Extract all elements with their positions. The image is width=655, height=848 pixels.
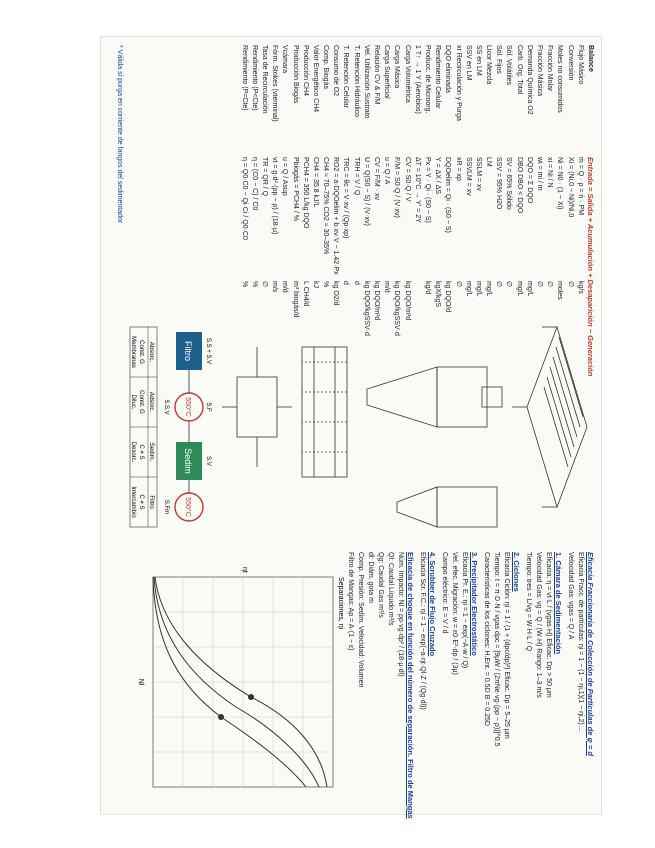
unit-row: m/d bbox=[281, 281, 289, 293]
formula-row: TRH = V / Q bbox=[352, 157, 360, 196]
chart-xlabel: Nl bbox=[137, 678, 144, 686]
table-cell: Diluc. bbox=[130, 394, 136, 410]
label-row: Carga Superficial bbox=[383, 45, 391, 99]
formula-labels bbox=[238, 45, 595, 153]
label-row: Consumo de O2 bbox=[332, 45, 340, 96]
note-row: Eficacia Ciclón: ηi = 1 / (1 + (dpc/dp)²) Eficac. Dp = 5–25 μm bbox=[503, 552, 510, 739]
label-row: Carga Másica bbox=[393, 45, 401, 89]
table-cell: C ≠ S bbox=[138, 494, 144, 510]
unit-row: ∅ bbox=[495, 281, 503, 288]
note-row: Campo eléctrico: E = V / d bbox=[441, 552, 448, 634]
formula-row: CH4 = 35.8 kJ/L bbox=[311, 157, 319, 208]
formula-row: CH4 ≈ 70–75% CO2 ≈ 30–35% bbox=[322, 157, 330, 255]
label-row: Comp. Biogás bbox=[322, 45, 330, 89]
unit-row: kg O2/d bbox=[332, 281, 340, 306]
formula-row: PCH4 = 350 L/kg DQO bbox=[301, 157, 309, 229]
table-header: Filtro bbox=[148, 495, 154, 509]
label-row: Producción CH4 bbox=[301, 45, 309, 96]
section-heading: 4. Scrubber de Flujo Cruzado bbox=[428, 552, 437, 657]
unit-row: mg/L bbox=[464, 281, 472, 297]
unit-row: d bbox=[342, 281, 350, 285]
unit-row: L CH4/d bbox=[301, 281, 309, 307]
section-heading: 3. Precipitador Electrostático bbox=[470, 552, 479, 656]
unit-row: moles bbox=[556, 281, 564, 300]
table-header: Adsorc. bbox=[148, 391, 154, 413]
note-row: dl: Diám. gota m bbox=[367, 552, 374, 603]
formula-row: η = Q0·C0 − Qi·Ci / Q0·C0 bbox=[240, 157, 248, 240]
equipment-diagrams bbox=[127, 307, 597, 547]
chart-ylabel: ηt bbox=[241, 567, 248, 573]
formula-row: CV = F/M · xv bbox=[373, 157, 381, 200]
unit-row: kgX/kgS bbox=[434, 281, 442, 308]
balance-header: Entrada = Salida + Acumulación + Desaparición − Generación bbox=[586, 157, 595, 377]
formula-row: Px = Y · Qi · (S0 − S) bbox=[424, 157, 431, 223]
formula-row: Pbiogás = PCH4 / % bbox=[291, 157, 299, 222]
note-row: Tiempo: t = π·D·N / vgas dpc = [9μW / (2πNe·vg·(ρp − ρ))]^0.5 bbox=[493, 552, 500, 747]
unit-row: d bbox=[352, 281, 360, 285]
formula-row: vt = g·d²·(ρp − ρ) / (18·μ) bbox=[271, 157, 279, 235]
unit-row: kg DQO/m³d bbox=[403, 281, 411, 321]
sedim-label: Sedim bbox=[183, 448, 193, 474]
formula-row: F/M = S0·Q / (V·xv) bbox=[393, 157, 401, 218]
note-row: Qg: Caudal Gas m³/s bbox=[377, 552, 384, 618]
chart-title: Separaciones, ηi bbox=[337, 577, 344, 630]
table-cell: Membranas bbox=[130, 336, 136, 368]
formula-row: ṁ = Q · ρ = ṅ · PM bbox=[576, 157, 584, 216]
formula-row: LM bbox=[485, 157, 493, 167]
label-row: SS en LM bbox=[474, 45, 482, 76]
electrostatic-precipitator-drawing bbox=[302, 347, 347, 477]
unit-row bbox=[412, 281, 422, 301]
note-row: Eficacia Pr. E.: ηi = 1 − exp(−A·w / Q) bbox=[461, 552, 468, 669]
label-row: T. Retención Celular bbox=[342, 45, 350, 109]
formula-row: xR = xp bbox=[454, 157, 462, 181]
unit-row: kJ bbox=[311, 281, 319, 288]
scrubber-drawing bbox=[222, 347, 292, 467]
efficiency-title: Eficacia Fraccionaria de Colección de Partículas de φ = d bbox=[586, 552, 595, 756]
table-cell: C ≠ S bbox=[138, 444, 144, 460]
formula-row: SSV = 95% H2O bbox=[495, 157, 503, 210]
flow-label-sf: S.F bbox=[205, 402, 211, 412]
efficiency-chart bbox=[111, 557, 351, 807]
chart-point bbox=[218, 714, 224, 720]
label-row: SSV en LM bbox=[464, 45, 472, 81]
note-row: Eficacia Fracc. de partículas: ηi = 1 − (1 − ηi,1)(1 − ηi,2)… bbox=[577, 552, 584, 732]
formula-row: Y = ΔX / ΔS bbox=[434, 157, 442, 195]
unit-row: ∅ bbox=[261, 281, 268, 288]
unit-row: mg/L bbox=[474, 281, 482, 297]
formula-row: ΔT = 10°C → Y' = 2Y bbox=[413, 157, 421, 223]
formula-row: SSVLM = xv bbox=[464, 157, 472, 196]
label-row: Fracción Molar bbox=[546, 45, 554, 92]
flow-label-sv: S.V bbox=[205, 456, 211, 466]
table-header: Sedim. bbox=[148, 442, 154, 462]
label-row: Fórm. Stokes (vterminal) bbox=[271, 45, 279, 122]
label-row: Sól. Volátiles bbox=[505, 45, 513, 86]
label-row: Valor Energético CH4 bbox=[311, 45, 319, 113]
unit-row: % bbox=[250, 281, 258, 288]
collection-efficiency-notes bbox=[345, 552, 595, 819]
note-row: Velocidad Gas: vgas = Q / A bbox=[567, 552, 574, 640]
note-row: Núm. Impacto: Nl = ρp·vg·dp² / (18·μ·dl) bbox=[397, 552, 404, 677]
label-row: Producc. de Microorg. bbox=[424, 45, 431, 114]
chart-point bbox=[248, 694, 254, 700]
unit-row: kg DQO/m³d bbox=[373, 281, 381, 321]
note-row: Ql: Caudal Líquido m³/s bbox=[387, 552, 394, 626]
label-row: Fracción Másica bbox=[536, 45, 544, 96]
formula-row: DBO DBO < DQO bbox=[515, 157, 523, 214]
label-row: Rendimiento Celular bbox=[434, 45, 442, 109]
label-row: Flujo Másico bbox=[576, 45, 584, 85]
rotated-page-content bbox=[101, 37, 601, 819]
unit-row: ∅ bbox=[454, 281, 462, 288]
unit-row: m/d bbox=[383, 281, 391, 293]
label-row: Rendimiento (P<Cte) bbox=[250, 45, 258, 111]
furnace-b-temp: 550°C bbox=[184, 497, 191, 517]
note-row: Tiempo: tres = L/vg = W·H·L / Q bbox=[525, 552, 532, 652]
section-heading: Eficacia de choque en función del número de separación. Filtro de Mangas bbox=[406, 552, 415, 819]
cyclone-drawing bbox=[367, 367, 502, 527]
section-heading: 2. Ciclones bbox=[512, 552, 521, 592]
note-row: Características de los ciclones: H.Ent. = 0.5D B = 0.25D bbox=[483, 552, 490, 726]
unit-row: mg/L bbox=[515, 281, 523, 297]
unit-row: ∅ bbox=[566, 281, 574, 288]
filtro-label: Filtro bbox=[183, 341, 193, 361]
table-cell: Const. G bbox=[138, 390, 144, 414]
unit-row: m/s bbox=[271, 281, 279, 293]
scanned-page bbox=[100, 36, 602, 819]
unit-row: % bbox=[240, 281, 248, 288]
unit-row: kg DQO/kgSSV·d bbox=[393, 281, 401, 336]
separation-table bbox=[130, 327, 157, 527]
formula-row: DQOelim = Qi · (S0 − S) bbox=[444, 157, 452, 233]
label-row: Vcámara bbox=[281, 45, 289, 74]
flow-label-ss: S.S + S.V bbox=[205, 337, 211, 365]
solids-flow-diagram bbox=[163, 332, 211, 521]
unit-row: kg DQO/kgSSV·d bbox=[362, 281, 370, 336]
note-row: Vel. efec. Migración: w = ε0·E²·dp / (3μ) bbox=[451, 552, 458, 675]
label-row: xr Recirculación y Purga bbox=[454, 45, 462, 121]
formula-row: TRC = θc = V·xv / (Qp·xp) bbox=[342, 157, 350, 239]
label-row: Carb. Org. Total bbox=[515, 45, 523, 95]
label-row: Moles no consumidos bbox=[556, 45, 564, 113]
note-row: Comp. Presión: Sedim. Velocidad: Volumen bbox=[357, 552, 364, 688]
formula-row: DQO = Σ DQO bbox=[525, 157, 533, 204]
formula-row: η = (C0 − C) / C0 bbox=[250, 157, 258, 211]
note-row: Filtro de Mangas: Ap = A·(1 − ε) bbox=[347, 552, 354, 651]
label-row: Rendimiento (P=Cte) bbox=[240, 45, 248, 111]
table-cell: Intercambio bbox=[130, 486, 136, 518]
note-row: Velocidad Gas: vg = Q / (W·H) Rango: 1–3 m/s bbox=[535, 552, 542, 698]
label-row: Balance bbox=[587, 45, 594, 72]
label-row: Tasa de Recirculación bbox=[261, 45, 268, 114]
chart-grid bbox=[153, 577, 333, 787]
formula-row: U = Q(S0 − S) / (V·xv) bbox=[362, 157, 370, 226]
table-header: Absorc. bbox=[148, 341, 154, 363]
flow-label-sfm: S.Fm bbox=[163, 499, 169, 515]
formula-row: Ni = N0 · (1 − Xi) bbox=[556, 157, 564, 210]
section-heading: 1. Cámara de Sedimentación bbox=[554, 552, 563, 655]
flow-label-ssv: S.S.V bbox=[163, 399, 169, 415]
label-row: Sól. Fijos bbox=[495, 45, 503, 74]
label-row: 1 T↑ → 1 Y (Aerobios) bbox=[413, 45, 421, 114]
formula-row: TR = QR / Q bbox=[261, 157, 268, 197]
label-row: Vel. Utilización Sustrato bbox=[362, 45, 370, 119]
unit-row: m³ biogás/d bbox=[291, 281, 299, 318]
formula-row: Xi = (Ni,0 − Ni)/Ni,0 bbox=[566, 157, 574, 218]
unit-row: kg/d bbox=[424, 281, 431, 295]
label-row: Demanda Química O2 bbox=[525, 45, 533, 115]
formula-row: wi = mi / m bbox=[536, 157, 544, 191]
formula-row: CV = S0·Q / V bbox=[403, 157, 411, 202]
table-cell: Desorc. bbox=[130, 441, 136, 463]
footnote: * Válida si purga en corriente de fangos del sedimentador bbox=[116, 45, 123, 224]
formula-row: RO2 = a·DQOelim + b·xv·V − 1.42·Px bbox=[332, 157, 340, 275]
unit-row bbox=[585, 281, 595, 301]
formula-row: SSLM = xv bbox=[474, 157, 482, 192]
label-row: Producción Biogás bbox=[291, 45, 299, 104]
label-row: Relación CV & F/M bbox=[373, 45, 381, 105]
unit-row: % bbox=[322, 281, 330, 288]
label-row: DQO eliminada bbox=[444, 45, 452, 93]
settling-chamber-drawing bbox=[512, 327, 587, 507]
table-cell: Const. G bbox=[138, 340, 144, 364]
label-row: Conversión bbox=[566, 45, 574, 81]
unit-row: ∅ bbox=[536, 281, 544, 288]
unit-row: kg DQO/d bbox=[444, 281, 452, 313]
label-row: Carga Volumétrica bbox=[403, 45, 411, 103]
unit-row: mg/L bbox=[525, 281, 533, 297]
label-row: T. Retención Hidráulico bbox=[352, 45, 360, 117]
formula-row: SV = 65% Sólido bbox=[505, 157, 513, 210]
formula-units bbox=[238, 281, 595, 336]
unit-row: ∅ bbox=[505, 281, 513, 288]
note-row: Eficacia: η = vt·L / (vgas·H) Eficac. Dp > 50 μm bbox=[545, 552, 552, 698]
formula-row: xi = Ni / N bbox=[546, 157, 554, 188]
formula-row: u = Q / A bbox=[383, 157, 391, 185]
formula-row: u = Q / Asup bbox=[281, 157, 289, 196]
unit-row: mg/L bbox=[485, 281, 493, 297]
label-row: Licor Mezcla bbox=[485, 45, 493, 85]
furnace-a-temp: 550°C bbox=[184, 397, 191, 417]
unit-row: kg/s bbox=[576, 281, 584, 294]
note-row: Eficacia Scr. F.C.: ηi = 1 − exp(−a·ηt·Ql·Z / (Qg·dl)) bbox=[419, 552, 426, 710]
unit-row: ∅ bbox=[546, 281, 554, 288]
